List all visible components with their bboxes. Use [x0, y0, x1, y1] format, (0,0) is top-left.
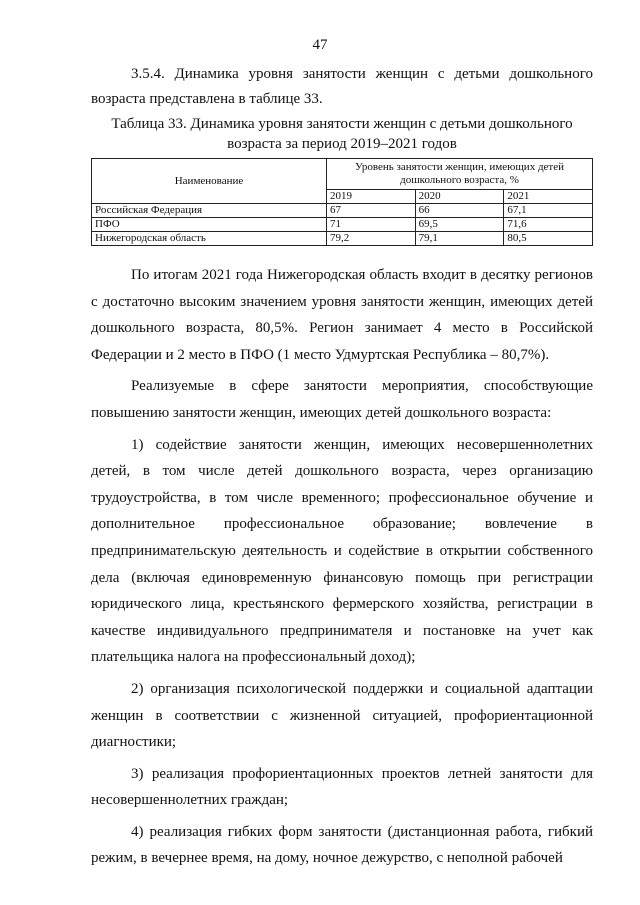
page-number: 47	[312, 37, 328, 53]
paragraph-ranking: По итогам 2021 года Нижегородская область входит в десятку регионов с достаточно высоким значением уровня занятости женщин, имеющих детей дошкольного возраста, 80,5%. Регион занимает 4 место в Российской Федерации и 2 место в ПФО (1 место Удмуртская Республика – 80,7%).	[91, 267, 593, 363]
cell-value: 80,5	[504, 232, 593, 246]
paragraph-measure-4: 4) реализация гибких форм занятости (дистанционная работа, гибкий режим, в вечернее время, на дому, ночное дежурство, с неполной рабочей	[91, 823, 593, 867]
column-header-year: 2020	[415, 190, 504, 204]
table-row	[92, 232, 593, 246]
row-name: Нижегородская область	[92, 232, 327, 246]
column-header-year: 2021	[504, 190, 593, 204]
cell-value: 69,5	[415, 218, 504, 232]
paragraph-measure-3: 3) реализация профориентационных проектов летней занятости для несовершеннолетних граждан;	[91, 765, 593, 809]
table-caption: Таблица 33. Динамика уровня занятости женщин с детьми дошкольного возраста за период 2019–2021 годов	[111, 116, 573, 152]
row-name: Российская Федерация	[92, 204, 327, 218]
row-name: ПФО	[92, 218, 327, 232]
section-heading: 3.5.4. Динамика уровня занятости женщин с детьми дошкольного возраста представлена в таблице 33.	[91, 66, 593, 107]
cell-value: 71,6	[504, 218, 593, 232]
table-row	[92, 218, 593, 232]
cell-value: 67	[327, 204, 416, 218]
cell-value: 71	[327, 218, 416, 232]
table-header-row	[92, 159, 593, 190]
cell-value: 67,1	[504, 204, 593, 218]
paragraph-measures-intro: Реализуемые в сфере занятости мероприятия, способствующие повышению занятости женщин, имеющих детей дошкольного возраста:	[91, 378, 593, 421]
column-header-name: Наименование	[92, 159, 327, 204]
body-text	[91, 262, 593, 877]
paragraph-measure-1: 1) содействие занятости женщин, имеющих несовершеннолетних детей, в том числе детей дошкольного возраста, через организацию трудоустройства, в том числе временного; профессиональное обучение и дополнительное профессиональное образование; вовлечение в предпринимательскую деятельность и содействие в открытии собственного дела (включая единовременную финансовую помощь при регистрации юридического лица, крестьянского фермерского хозяйства, регистрации в качестве индивидуального предпринимателя и постановке на учет как плательщика налога на профессиональный доход);	[91, 436, 593, 666]
paragraph-measure-2: 2) организация психологической поддержки и социальной адаптации женщин в соответствии с жизненной ситуацией, профориентационной диагностики;	[91, 680, 593, 751]
cell-value: 66	[415, 204, 504, 218]
employment-table	[91, 158, 593, 246]
column-header-year: 2019	[327, 190, 416, 204]
cell-value: 79,2	[327, 232, 416, 246]
table-row	[92, 204, 593, 218]
column-header-employment-level: Уровень занятости женщин, имеющих детей дошкольного возраста, %	[327, 159, 593, 190]
cell-value: 79,1	[415, 232, 504, 246]
